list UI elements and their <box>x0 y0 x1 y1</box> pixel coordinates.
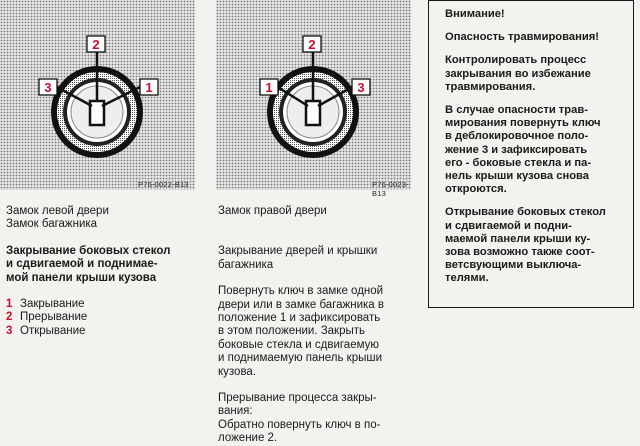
warning-para-3: Открывание боковых стекол и сдвигаемой и подни- маемой панели крыши ку- зова возможно также соот- ветсвующими выключа- телями. <box>445 206 606 285</box>
callout-1: 1 <box>265 80 273 95</box>
section-heading: Закрывание боковых стекол и сдвигаемой и поднимае- мой панели крыши кузова <box>6 244 171 284</box>
figure-code: P76-0022-B13 <box>138 180 189 189</box>
middle-column <box>218 205 423 446</box>
legend-item: 1 Закрывание <box>6 298 85 311</box>
callout-1: 1 <box>145 80 153 95</box>
closing-heading: Закрывание дверей и крышки багажника <box>218 245 378 271</box>
left-column <box>6 205 206 338</box>
warning-para-2: В случае опасности трав- мирования повернуть ключ в деблокировочное поло- жение 3 и зафиксировать его - боковые стекла и па- нель крыши кузова снова откроются. <box>445 104 601 196</box>
caption-left-door: Замок левой двери <box>6 205 109 217</box>
callout-2: 2 <box>92 37 100 52</box>
warning-danger: Опасность травмирования! <box>445 31 599 44</box>
caption-trunk: Замок багажника <box>6 218 98 231</box>
warning-title: Внимание! <box>445 8 505 20</box>
left-door-lock-figure <box>0 0 195 190</box>
legend <box>6 298 206 338</box>
callout-3: 3 <box>44 80 52 95</box>
caption-right-door: Замок правой двери <box>218 205 327 217</box>
right-door-lock-figure <box>216 0 411 198</box>
callout-2: 2 <box>308 37 316 52</box>
figure-code: P76-0023-B13 <box>372 180 409 198</box>
callout-3: 3 <box>357 80 365 95</box>
warning-para-1: Контролировать процесс закрывания во избежание травмирования. <box>445 54 591 93</box>
legend-item: 2 Прерывание <box>6 311 88 324</box>
closing-instructions: Повернуть ключ в замке одной двери или в замке багажника в положение 1 и зафиксировать в этом положении. Закрыть боковые стекла и сдвигаемую и поднимаемую панель крыши кузова. <box>218 285 384 378</box>
warning-box <box>428 0 634 308</box>
legend-item: 3 Открывание <box>6 324 86 337</box>
interrupt-instructions: Прерывание процесса закры- вания: Обратно повернуть ключ в по- ложение 2. <box>218 392 381 445</box>
